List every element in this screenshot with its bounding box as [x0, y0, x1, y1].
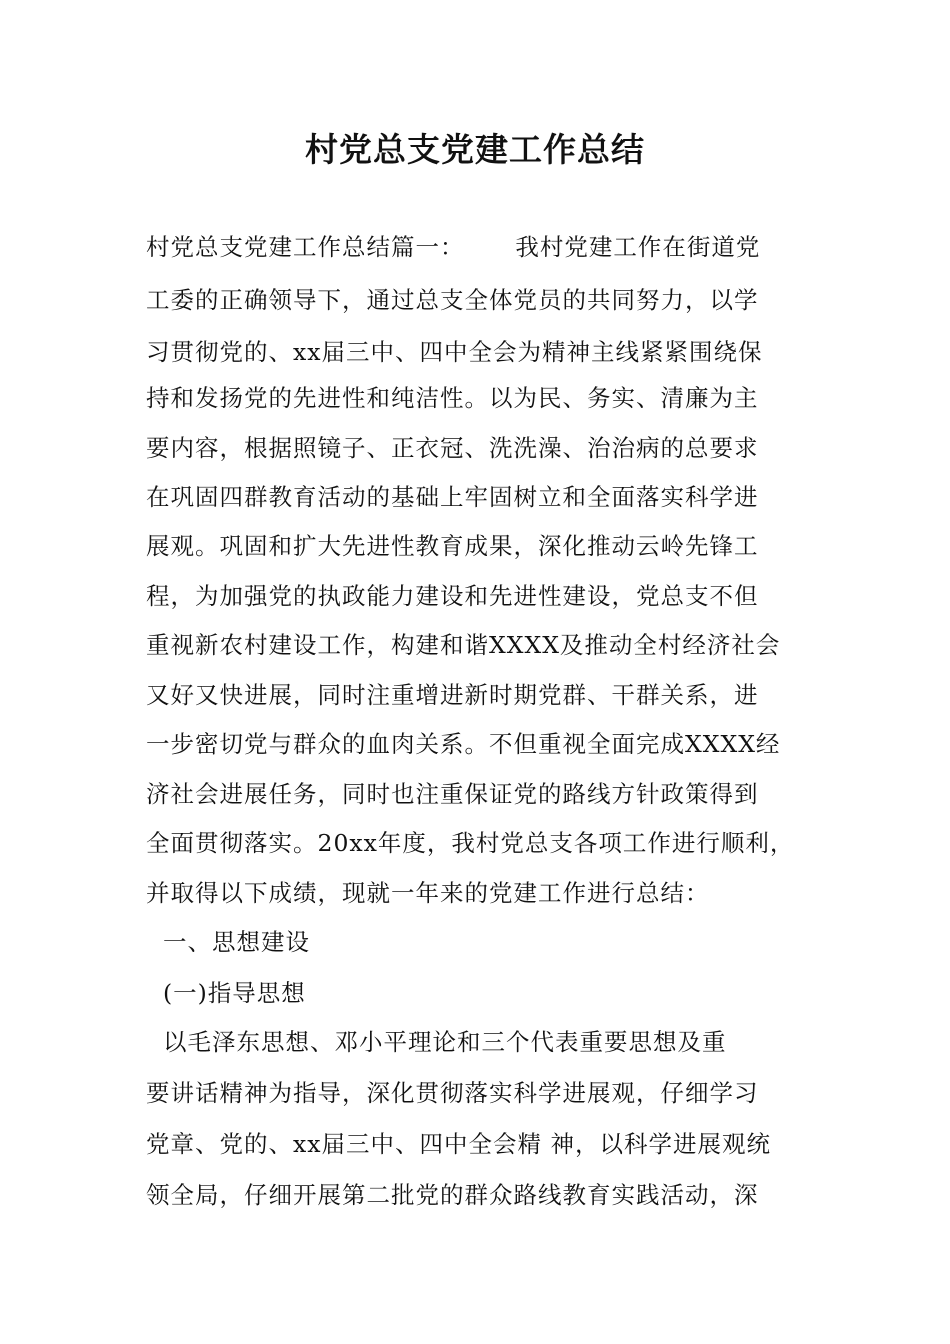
subsection-heading: (一)指导思想 — [146, 979, 306, 1007]
body-line: 工委的正确领导下，通过总支全体党员的共同努力，以学 — [146, 286, 759, 314]
section-heading: 一、思想建设 — [146, 928, 310, 956]
body-line: 要讲话精神为指导，深化贯彻落实科学进展观，仔细学习 — [146, 1079, 759, 1107]
body-line: 济社会进展任务，同时也注重保证党的路线方针政策得到 — [146, 780, 759, 808]
body-line: 以毛泽东思想、邓小平理论和三个代表重要思想及重 — [146, 1028, 727, 1056]
body-line: 重视新农村建设工作，构建和谐XXXX及推动全村经济社会 — [146, 631, 781, 659]
body-line: 村党总支党建工作总结篇一： 我村党建工作在街道党 — [146, 233, 761, 261]
body-line: 全面贯彻落实。20xx年度，我村党总支各项工作进行顺利， — [146, 829, 795, 857]
body-line: 习贯彻党的、xx届三中、四中全会为精神主线紧紧围绕保 — [146, 338, 763, 366]
body-line: 要内容，根据照镜子、正衣冠、洗洗澡、治治病的总要求 — [146, 434, 759, 462]
body-line: 并取得以下成绩，现就一年来的党建工作进行总结： — [146, 879, 710, 907]
body-line: 在巩固四群教育活动的基础上牢固树立和全面落实科学进 — [146, 483, 759, 511]
body-line: 领全局，仔细开展第二批党的群众路线教育实践活动，深 — [146, 1181, 759, 1209]
body-line: 程，为加强党的执政能力建设和先进性建设，党总支不但 — [146, 582, 759, 610]
body-line: 又好又快进展，同时注重增进新时期党群、干群关系，进 — [146, 681, 759, 709]
body-line: 展观。巩固和扩大先进性教育成果，深化推动云岭先锋工 — [146, 532, 759, 560]
body-line: 持和发扬党的先进性和纯洁性。以为民、务实、清廉为主 — [146, 384, 759, 412]
body-line: 一步密切党与群众的血肉关系。不但重视全面完成XXXX经 — [146, 730, 781, 758]
document-title: 村党总支党建工作总结 — [305, 130, 645, 169]
body-line: 党章、党的、xx届三中、四中全会精 神，以科学进展观统 — [146, 1130, 771, 1158]
